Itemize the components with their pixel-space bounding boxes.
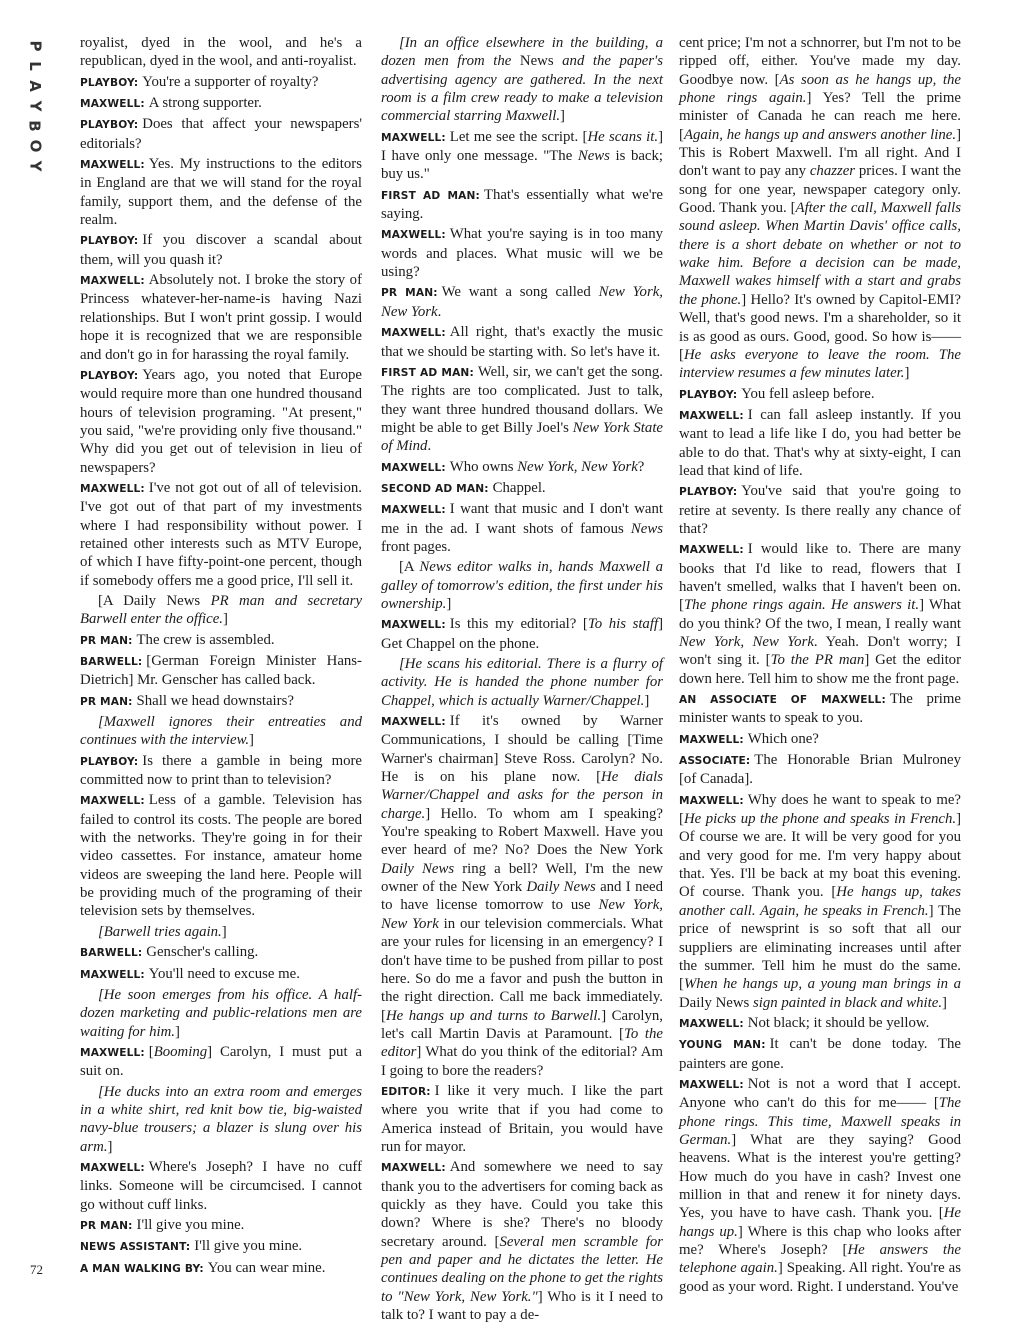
masthead-letter: Y [26,100,44,112]
stage-direction [80,986,362,1041]
dialogue-paragraph [381,225,663,281]
paragraph-text: Shall we head downstairs? [136,692,294,709]
dialogue-paragraph [80,1043,362,1081]
paragraph-text: [Barwell tries again.] [98,923,227,940]
dialogue-paragraph [679,385,961,404]
dialogue-paragraph [381,712,663,1080]
paragraph-text: What you're saying is in too many words and places. What music will we be using? [381,226,663,281]
speaker-label: MAXWELL: [80,98,145,111]
speaker-label: PLAYBOY: [679,486,738,499]
speaker-label: PLAYBOY: [80,235,139,248]
dialogue-paragraph [80,652,362,690]
paragraph-text: Who owns New York, New York? [449,458,645,475]
dialogue-paragraph [381,458,663,477]
dialogue-paragraph [80,631,362,650]
speaker-label: NEWS ASSISTANT: [80,1241,191,1254]
paragraph-text: [He scans his editorial. There is a flurry of activity. He is handed the phone number for Chappel, which is actually Warner/Chappel.] [381,656,663,709]
speaker-label: MAXWELL: [80,968,145,981]
paragraph-text: Not is not a word that I accept. Anyone who can't do this for me—— [The phone rings. This time, Maxwell speaks in German.] What are they saying? Good heavens. What is the interest you're getting? How much do you have in cash? Invest one million in that and renew it for ninety days. Yes, you have to have cash. Thank you. [He hangs up.] Where is this chap who looks after me? Where's Joseph? [He answers the telephone again.] Speaking. All right. You're as good as your word. Right. I understand. You've [679,1075,961,1295]
speaker-label: MAXWELL: [381,1162,446,1175]
paragraph-text: Is this my editorial? [To his staff] Get Chappel on the phone. [381,616,663,652]
dialogue-paragraph [679,540,961,688]
paragraph-text: royalist, dyed in the wool, and he's a republican, dyed in the wool, and anti-royalist. [80,35,362,70]
speaker-label: MAXWELL: [381,229,446,242]
speaker-label: PLAYBOY: [80,119,139,132]
paragraph-text: The prime minister wants to speak to you. [679,691,961,727]
speaker-label: MAXWELL: [381,504,446,517]
speaker-label: PLAYBOY: [679,388,738,401]
dialogue-paragraph [80,115,362,153]
paragraph-text: All right, that's exactly the music that we should be starting with. So let's have it. [381,324,663,360]
paragraph-text: If you discover a scandal about them, will you quash it? [80,232,362,268]
speaker-label: MAXWELL: [80,482,145,495]
speaker-label: MAXWELL: [679,794,744,807]
paragraph-text: [Maxwell ignores their entreaties and continues with the interview.] [80,714,362,749]
paragraph-text: You'll need to excuse me. [148,965,300,982]
speaker-label: PLAYBOY: [80,369,139,382]
speaker-label: PR MAN: [80,1219,133,1232]
paragraph-text: Let me see the script. [He scans it.] I have only one message. "The News is back; buy us." [381,128,663,183]
stage-direction [381,558,663,613]
stage-direction [80,713,362,750]
speaker-label: MAXWELL: [80,275,145,288]
speaker-label: PLAYBOY: [80,76,139,89]
dialogue-paragraph [80,1237,362,1256]
dialogue-paragraph [679,1075,961,1296]
paragraph-text: [He soon emerges from his office. A half-dozen marketing and public-relations men are waiting for him.] [80,986,362,1040]
masthead-letter: O [25,139,44,153]
speaker-label: MAXWELL: [80,1046,145,1059]
speaker-label: BARWELL: [80,656,143,668]
speaker-label: MAXWELL: [80,795,145,808]
paragraph-text: Genscher's calling. [146,944,259,961]
dialogue-paragraph [80,692,362,711]
dialogue-paragraph [381,283,663,321]
paragraph-text: I've not got out of all of television. I've got out of that part of my investments where I had responsibility without power. I retained other interests such as MTV Europe, of which I have fifty-point-one percent, though if somebody offers me a good price, I'll sell it. [80,479,362,589]
speaker-label: PR MAN: [80,634,133,647]
paragraph-text: Absolutely not. I broke the story of Princess whatever-her-name-is having Nazi relationships. But I won't print gossip. I would hope it is recognized that we are responsible and don't go in for harassing the royal family. [80,272,362,363]
speaker-label: EDITOR: [381,1085,431,1098]
dialogue-paragraph [381,1082,663,1156]
page-number: 72 [30,1262,43,1277]
dialogue-paragraph [381,323,663,361]
paragraph-text: You've said that you're going to retire at seventy. Is there really any chance of that? [679,483,961,537]
article-column-1 [80,34,362,1280]
paragraph-text: Chappel. [492,479,546,496]
speaker-label: ASSOCIATE: [679,755,751,768]
dialogue-paragraph [80,965,362,984]
dialogue-paragraph [80,943,362,962]
paragraph-text: Where's Joseph? I have no cuff links. Someone will be circumcised. I cannot go without cuff links. [80,1158,362,1213]
paragraph-text: [In an office elsewhere in the building, a dozen men from the News and the paper's advertising agency are gathered. In the next room is a film crew ready to make a television commercial starring Maxwell.] [381,35,663,125]
paragraph-text: I would like to. There are many books that I'd like to read, flowers that I haven't smelled, walks that I haven't been on. [The phone rings again. He answers it.] What do you think? Of the two, I mean, I really want New York, New York. Yeah. Don't worry; I won't sing it. [To the PR man] Get the editor down here. Tell him to show me the front page. [679,541,962,687]
speaker-label: PR MAN: [80,695,133,708]
paragraph-text: [Booming] Carolyn, I must put a suit on. [80,1043,362,1080]
dialogue-paragraph [80,73,362,92]
speaker-label: MAXWELL: [381,327,446,340]
dialogue-paragraph [381,500,663,556]
speaker-label: MAXWELL: [679,544,744,557]
masthead [22,36,48,176]
dialogue-paragraph [381,128,663,184]
speaker-label: MAXWELL: [381,619,446,632]
speaker-label: A MAN WALKING BY: [80,1262,204,1275]
masthead-letter: Y [26,160,44,172]
masthead-letter: P [26,40,44,52]
dialogue-paragraph [80,155,362,229]
speaker-label: YOUNG MAN: [679,1039,766,1052]
stage-direction [381,655,663,710]
speaker-label: MAXWELL: [679,409,744,422]
dialogue-paragraph [679,482,961,538]
dialogue-paragraph [80,791,362,920]
paragraph-text: The crew is assembled. [136,631,275,648]
dialogue-paragraph [80,94,362,113]
paragraph-text: [German Foreign Minister Hans-Dietrich] Mr. Genscher has called back. [80,653,362,689]
paragraph-text: I'll give you mine. [194,1238,303,1255]
speaker-label: MAXWELL: [381,716,446,729]
dialogue-paragraph [381,1158,663,1324]
speaker-label: MAXWELL: [80,1161,145,1174]
dialogue-paragraph [80,231,362,269]
dialogue-paragraph [80,271,362,364]
paragraph-text: [He ducks into an extra room and emerges in a white shirt, red knit bow tie, big-waisted navy-blue trousers; a blazer is slung over his arm.] [80,1083,362,1155]
paragraph-text: That's essentially what we're saying. [381,186,663,223]
paragraph-text: We want a song called New York, New York. [381,284,663,320]
stage-direction [381,34,663,126]
dialogue-paragraph [80,479,362,590]
masthead-letter: B [26,120,44,132]
speaker-label: BARWELL: [80,947,143,960]
speaker-label: MAXWELL: [381,131,446,144]
paragraph-text: I like it very much. I like the part where you write that if you had come to America instead of Britain, you would have run for mayor. [381,1082,663,1155]
stage-direction [80,923,362,941]
paragraph-text: Why does he want to speak to me? [He picks up the phone and speaks in French.] Of course we are. It will be very good for you and very good for me. I'm very happy about that. Yes. I'll be back at my boat this evening. Of course. Thank you. [He hangs up, takes another call. Again, he speaks in French.] The price of newsprint is so soft that all our suppliers are eliminating increases until after the summer. Tell him he must do the same. [When he hangs up, a young man brings in a Daily News sign painted in black and white.] [679,791,961,1011]
paragraph-text: Less of a gamble. Television has failed to control its costs. The people are bored with the networks. They're going in for their video cassettes. For instance, amateur home videos are sweeping the land here. People will be providing much of the programing of their television sets by themselves. [80,792,362,920]
speaker-label: MAXWELL: [381,461,446,474]
masthead-letter: L [26,61,44,71]
paragraph-text: If it's owned by Warner Communications, I should be calling [Time Warner's chairman] Steve Ross. Carolyn? No. He is on his plane now. [He dials Warner/Chappel and asks for the person in charge.] Hello. To whom am I speaking? You're speaking to Robert Maxwell. Have you ever heard of me? No? Does the New York Daily News ring a bell? Well, I'm the new owner of the New York Daily News and I need to have license tomorrow to use New York, New York in our television commercials. What are your rules for licensing in an emergency? I don't have time to be pushed from pillar to post here. So do me a favor and push the button in the right direction. Call me back immediately. [He hangs up and turns to Barwell.] Carolyn, let's call Martin Davis at Paramount. [To the editor] What do you think of the editorial? Am I going to bore the readers? [381,713,664,1079]
dialogue-paragraph [679,690,961,728]
dialogue-paragraph [679,1035,961,1073]
paragraph-text: You're a supporter of royalty? [142,73,319,90]
paragraph-text: Well, sir, we can't get the song. The rights are too complicated. Just to talk, they want three hundred thousand dollars. We might be able to get Billy Joel's New York State of Mind. [381,363,663,455]
paragraph-text: Does that affect your newspapers' editorials? [80,116,362,152]
paragraph-text: [A Daily News PR man and secretary Barwell enter the office.] [80,592,363,628]
dialogue-paragraph [381,363,663,456]
dialogue-paragraph [679,34,961,383]
paragraph-text: [A News editor walks in, hands Maxwell a galley of tomorrow's edition, the first under his ownership.] [381,559,663,612]
dialogue-paragraph [80,34,362,71]
dialogue-paragraph [679,406,961,480]
paragraph-text: The Honorable Brian Mulroney [of Canada]. [679,752,961,788]
speaker-label: FIRST AD MAN: [381,189,480,202]
stage-direction [80,1083,362,1156]
paragraph-text: It can't be done today. The painters are gone. [679,1036,961,1072]
speaker-label: PR MAN: [381,287,438,300]
paragraph-text: Not black; it should be yellow. [747,1014,930,1031]
dialogue-paragraph [80,752,362,790]
paragraph-text: You can wear mine. [207,1259,326,1276]
dialogue-paragraph [679,1014,961,1033]
speaker-label: MAXWELL: [679,1078,744,1091]
dialogue-paragraph [381,615,663,653]
dialogue-paragraph [679,751,961,789]
speaker-label: MAXWELL: [679,733,744,746]
paragraph-text: I'll give you mine. [136,1216,245,1233]
dialogue-paragraph [381,479,663,498]
speaker-label: SECOND AD MAN: [381,482,489,495]
speaker-label: FIRST AD MAN: [381,366,474,379]
paragraph-text: You fell asleep before. [741,385,875,402]
paragraph-text: I can fall asleep instantly. If you want to lead a life like I do, you had better be able to do that. That's why at sixty-eight, I can lead that kind of life. [679,406,961,479]
article-column-3 [679,34,961,1298]
dialogue-paragraph [381,186,663,224]
paragraph-text: Is there a gamble in being more committed now to print than to television? [80,752,362,789]
masthead-letter: A [25,80,44,92]
paragraph-text: Years ago, you noted that Europe would require more than one hundred thousand hours of television programing. "At present," you said, "we're providing only five thousand." Why did you get out of television in lieu of newspapers? [80,366,362,476]
speaker-label: MAXWELL: [679,1017,744,1030]
speaker-label: MAXWELL: [80,159,145,172]
speaker-label: AN ASSOCIATE OF MAXWELL: [679,694,886,707]
dialogue-paragraph [80,366,362,477]
dialogue-paragraph [679,791,961,1012]
speaker-label: PLAYBOY: [80,755,139,768]
stage-direction [80,592,362,629]
paragraph-text: A strong supporter. [148,95,262,112]
paragraph-text: Yes. My instructions to the editors in England are that we will stand for the royal family, support them, and the defense of the realm. [80,156,362,229]
dialogue-paragraph [80,1216,362,1235]
paragraph-text: I want that music and I don't want me in the ad. I want shots of famous News front pages. [381,501,663,555]
paragraph-text: And somewhere we need to say thank you to the advertisers for coming back as quickly as they have. Could you take this down? Where is she? There's no bloody secretary around. [Several men scramble for pen and paper and he dictates the letter. He continues dealing on the phone to get the rights to "New York, New York."] Who is it I need to talk to? I want to pay a de- [381,1159,663,1324]
paragraph-text: Which one? [747,730,819,747]
dialogue-paragraph [679,730,961,749]
dialogue-paragraph [80,1158,362,1214]
dialogue-paragraph [80,1259,362,1278]
paragraph-text: cent price; I'm not a schnorrer, but I'm not to be ripped off, either. You've made my day. Goodbye now. [As soon as he hangs up, the phone rings again.] Yes? Tell the prime minister of Canada he can reach me here. [Again, he hangs up and answers another line.] This is Robert Maxwell. I'm all right. And I don't want to pay any chazzer prices. I want the song for one year, newspaper category only. Good. Thank you. [After the call, Maxwell falls sound asleep. When Martin Davis' office calls, there is a short debate on whether or not to wake him. Before a decision can be made, Maxwell wakes himself with a start and grabs the phone.] Hello? It's owned by Capitol-EMI? Well, that's good news. I'm a shareholder, so it is as good as ours. Good, good. So how is—— [He asks everyone to leave the room. The interview resumes a few minutes later.] [679,35,962,382]
article-column-2 [381,34,663,1326]
